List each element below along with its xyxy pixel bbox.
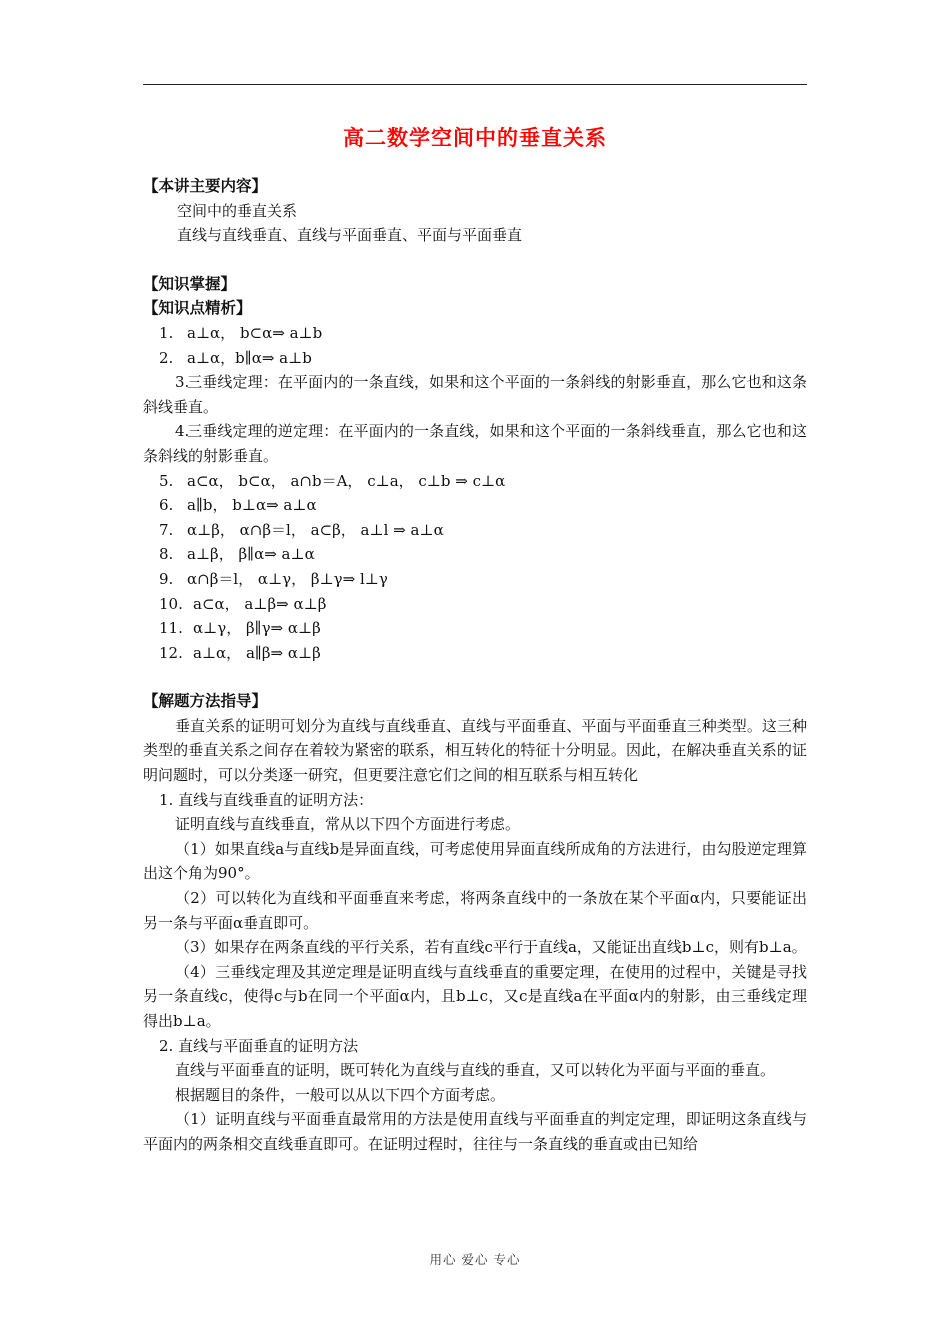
method-2-intro: 根据题目的条件，一般可以从以下四个方面考虑。 <box>175 1085 506 1104</box>
point-item: 11. α⊥γ， β∥γ⇒ α⊥β <box>159 619 321 638</box>
section-heading-knowledge: 【知识掌握】 <box>143 274 237 293</box>
main-content-line: 直线与直线垂直、直线与平面垂直、平面与平面垂直 <box>177 226 523 245</box>
method-1-item: （4）三垂线定理及其逆定理是证明直线与直线垂直的重要定理，在使用的过程中，关键是寻找另一条直线c，使得c与b在同一个平面α内，且b⊥c，又c是直线a在平面α内的射影，由三垂线定理得出b⊥a。 <box>143 962 807 1030</box>
page-footer: 用心 爱心 专心 <box>429 1252 521 1267</box>
method-1-item: （2）可以转化为直线和平面垂直来考虑，将两条直线中的一条放在某个平面α内，只要能证出另一条与平面α垂直即可。 <box>143 889 807 932</box>
point-item: 8. a⊥β， β∥α⇒ a⊥α <box>159 545 315 564</box>
method-1-item: （3）如果存在两条直线的平行关系，若有直线c平行于直线a，又能证出直线b⊥c，则有b⊥a。 <box>175 938 807 957</box>
point-item: 12. a⊥α， a∥β⇒ α⊥β <box>159 643 321 662</box>
page-title: 高二数学空间中的垂直关系 <box>343 126 607 150</box>
point-item: 5. a⊂α， b⊂α， a∩b＝A， c⊥a， c⊥b ⇒ c⊥α <box>159 471 506 490</box>
point-item: 4.三垂线定理的逆定理：在平面内的一条直线，如果和这个平面的一条斜线垂直，那么它也和这条斜线的射影垂直。 <box>143 422 807 465</box>
method-1-title: 1. 直线与直线垂直的证明方法： <box>159 790 374 809</box>
header-rule <box>143 84 807 85</box>
section-heading-main-content: 【本讲主要内容】 <box>143 177 268 195</box>
section-heading-method: 【解题方法指导】 <box>143 692 268 711</box>
document-body <box>143 174 807 1157</box>
point-item: 10. a⊂α， a⊥β⇒ α⊥β <box>159 594 327 613</box>
point-item: 1. a⊥α， b⊂α⇒ a⊥b <box>159 323 323 342</box>
method-1-item: （1）如果直线a与直线b是异面直线，可考虑使用异面直线所成角的方法进行，由勾股逆定理算出这个角为90°。 <box>143 839 807 883</box>
method-intro: 垂直关系的证明可划分为直线与直线垂直、直线与平面垂直、平面与平面垂直三种类型。这三种类型的垂直关系之间存在着较为紧密的联系，相互转化的特征十分明显。因此，在解决垂直关系的证明问题时，可以分类逐一研究，但更要注意它们之间的相互联系与相互转化 <box>143 716 807 785</box>
method-2-intro: 直线与平面垂直的证明，既可转化为直线与直线的垂直，又可以转化为平面与平面的垂直。 <box>175 1061 776 1080</box>
point-item: 9. α∩β＝l， α⊥γ， β⊥γ⇒ l⊥γ <box>159 569 388 588</box>
main-content-line: 空间中的垂直关系 <box>177 201 298 220</box>
point-item: 2. a⊥α，b∥α⇒ a⊥b <box>159 348 312 367</box>
method-2-item: （1）证明直线与平面垂直最常用的方法是使用直线与平面垂直的判定定理，即证明这条直线与平面内的两条相交直线垂直即可。在证明过程时，往往与一条直线的垂直或由已知给 <box>143 1110 807 1153</box>
method-1-intro: 证明直线与直线垂直，常从以下四个方面进行考虑。 <box>175 815 521 834</box>
point-item: 3.三垂线定理：在平面内的一条直线，如果和这个平面的一条斜线的射影垂直，那么它也和这条斜线垂直。 <box>143 373 807 416</box>
method-2-title: 2. 直线与平面垂直的证明方法 <box>159 1036 359 1055</box>
section-heading-points: 【知识点精析】 <box>143 299 252 318</box>
point-item: 7. α⊥β， α∩β＝l， a⊂β， a⊥l ⇒ a⊥α <box>159 520 444 539</box>
point-item: 6. a∥b， b⊥α⇒ a⊥α <box>159 496 317 515</box>
